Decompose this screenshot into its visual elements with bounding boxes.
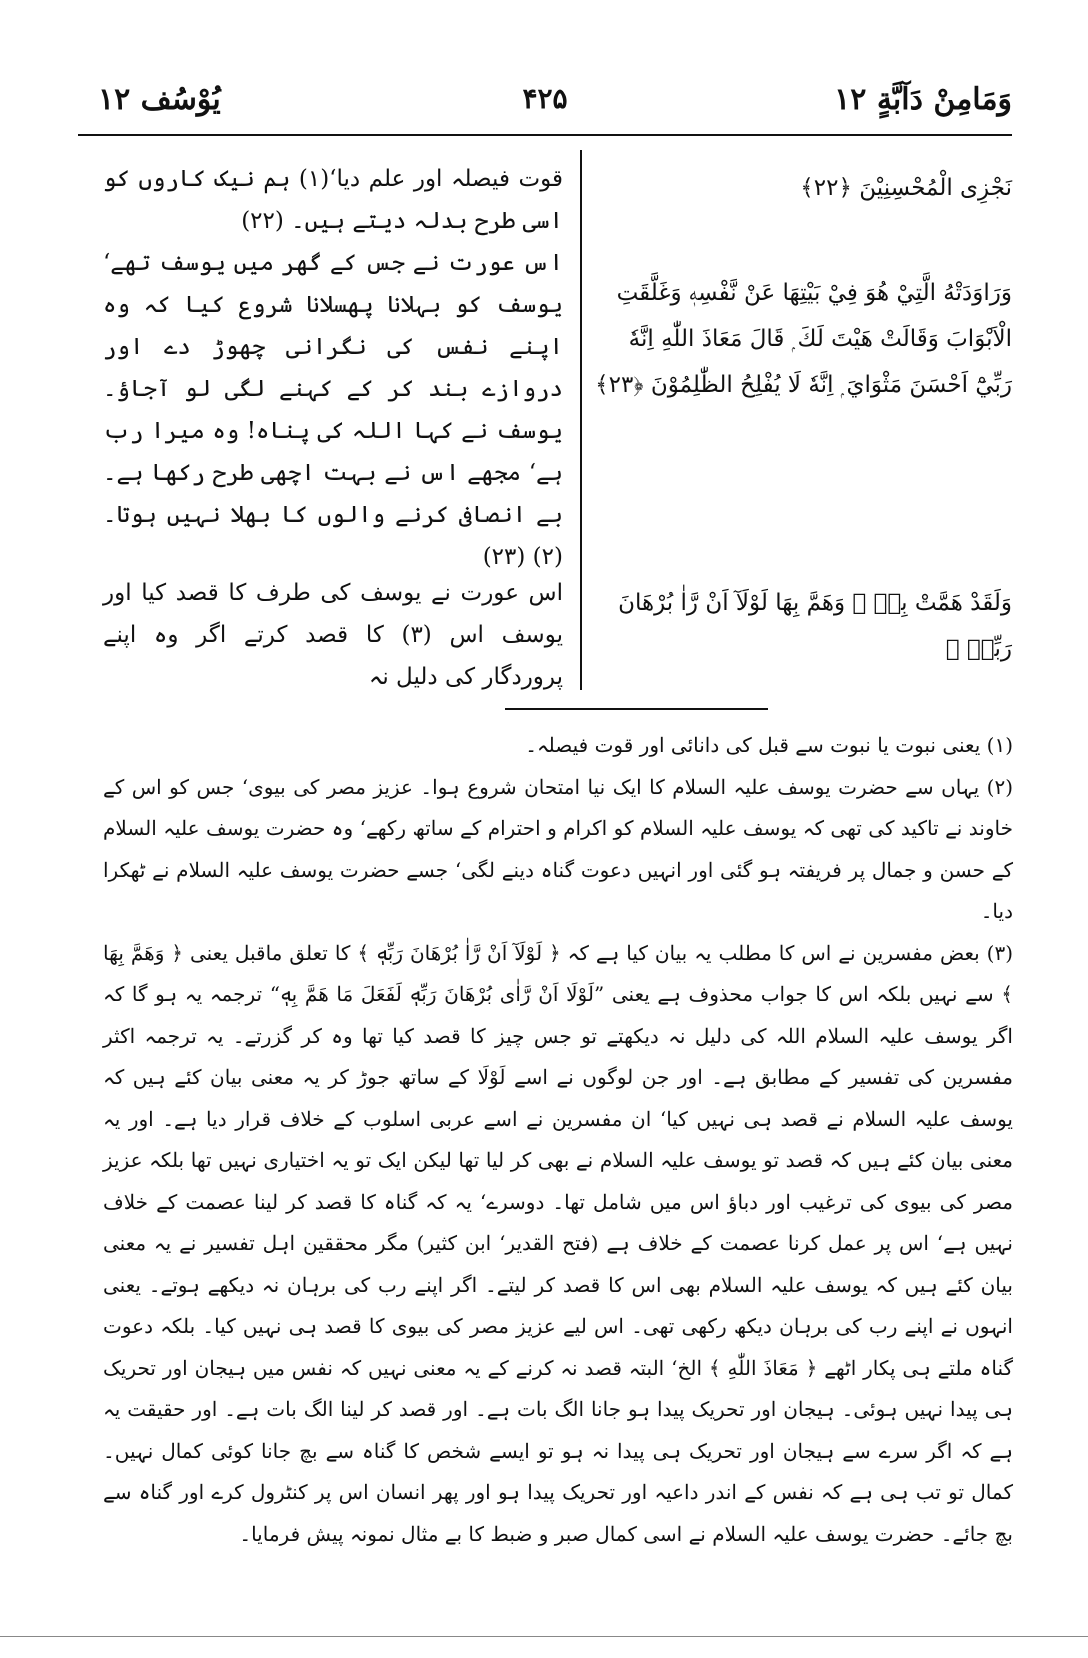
translation-verse-24: اس عورت نے یوسف کی طرف کا قصد کیا اور یوسف اس (٣) کا قصد کرتے اگر وہ اپنے پروردگار کی دلیل نہ [103, 580, 563, 690]
footnote-2: (٢) یہاں سے حضرت یوسف علیہ السلام کا ایک نیا امتحان شروع ہوا۔ عزیز مصر کی بیوی‘ جس کو اس کے خاوند نے تاکید کی تھی کہ یوسف علیہ السلام کو اکرام و احترام کے ساتھ رکھے‘ وہ حضرت یوسف علیہ السلام کے حسن و جمال پر فریفتہ ہو گئی اور انہیں دعوت گناہ دینے لگی‘ جسے حضرت یوسف علیہ السلام نے ٹھکرا دیا۔ [103, 774, 1013, 923]
juz-title: وَمَامِنْ دَآبَّةٍ ١٢ [834, 82, 1012, 117]
arabic-verse-22: نَجْزِى الْمُحْسِنِيْنَ ﴿٢٢﴾ [800, 175, 1012, 201]
arabic-verse-23: وَرَاوَدَتْهُ الَّتِيْ هُوَ فِيْ بَيْتِهَا عَنْ نَّفْسِهٖ وَغَلَّقَتِ الْاَبْوَابَ وَقَالَتْ هَيْتَ لَكَ ۭ قَالَ مَعَاذَ اللّٰهِ اِنَّهٗ رَبِّيْٓ اَحْسَنَ مَثْوَايَ ۭ اِنَّهٗ لَا يُفْلِحُ الظّٰلِمُوْنَ ﴿٢٣﴾ [595, 280, 1012, 398]
translation-verse-23: اس عورت نے جس کے گھر میں یوسف تھے‘ یوسف کو بہلانا پھسلانا شروع کیا کہ وہ اپنے نفس کی نگرانی چھوڑ دے اور دروازے بند کر کے کہنے لگی لو آجاؤ۔ یوسف نے کہا اللہ کی پناہ! وہ میرا رب ہے‘ مجھے اس نے بہت اچھی طرح رکھا ہے۔ بے انصافی کرنے والوں کا بھلا نہیں ہوتا۔(٢) (٢٣) [103, 250, 563, 570]
page-number: ۴۲۵ [522, 82, 568, 115]
page-header [78, 70, 1012, 136]
footnote-rule [505, 708, 768, 710]
bottom-rule [0, 1636, 1088, 1637]
footnotes [103, 725, 1013, 1555]
footnote-3: (٣) بعض مفسرین نے اس کا مطلب یہ بیان کیا ہے کہ ﴿ لَوْلَآ اَنْ رَّاٰ بُرْهَانَ رَبِّهٖ ﴾ کا تعلق ماقبل یعنی ﴿ وَهَمَّ بِهَا ﴾ سے نہیں بلکہ اس کا جواب محذوف ہے یعنی ”لَوْلَا اَنْ رَّاٰی بُرْهَانَ رَبِّهٖ لَفَعَلَ مَا هَمَّ بِهٖ“ ترجمہ یہ ہو گا کہ اگر یوسف علیہ السلام اللہ کی دلیل نہ دیکھتے تو جس چیز کا قصد کیا تھا وہ کر گزرتے۔ یہ ترجمہ اکثر مفسرین کی تفسیر کے مطابق ہے۔ اور جن لوگوں نے اسے لَوْلَا کے ساتھ جوڑ کر یہ معنی بیان کئے ہیں کہ یوسف علیہ السلام نے قصد ہی نہیں کیا‘ ان مفسرین نے اسے عربی اسلوب کے خلاف قرار دیا ہے۔ اور یہ معنی بیان کئے ہیں کہ قصد تو یوسف علیہ السلام نے بھی کر لیا تھا لیکن ایک تو یہ اختیاری نہیں تھا بلکہ عزیز مصر کی بیوی کی ترغیب اور دباؤ اس میں شامل تھا۔ دوسرے‘ یہ کہ گناہ کا قصد کر لینا عصمت کے خلاف نہیں ہے‘ اس پر عمل کرنا عصمت کے خلاف ہے (فتح القدیر‘ ابن کثیر) مگر محققین اہل تفسیر نے یہ معنی بیان کئے ہیں کہ یوسف علیہ السلام بھی اس کا قصد کر لیتے۔ اگر اپنے رب کی برہان نہ دیکھے ہوتے۔ یعنی انہوں نے اپنے رب کی برہان دیکھ رکھی تھی۔ اس لیے عزیز مصر کی بیوی کا قصد ہی نہیں کیا۔ بلکہ دعوت گناہ ملتے ہی پکار اٹھے ﴿ مَعَاذَ اللّٰهِ ﴾ الخ‘ البتہ قصد نہ کرنے کے یہ معنی نہیں کہ نفس میں ہیجان اور تحریک ہی پیدا نہیں ہوئی۔ ہیجان اور تحریک پیدا ہو جانا الگ بات ہے۔ اور قصد کر لینا الگ بات ہے۔ اور حقیقت یہ ہے کہ اگر سرے سے ہیجان اور تحریک ہی پیدا نہ ہو تو ایسے شخص کا گناہ سے بچ جانا کوئی کمال نہیں۔ کمال تو تب ہی ہے کہ نفس کے اندر داعیہ اور تحریک پیدا ہو اور پھر انسان اس پر کنٹرول کرے اور گناہ سے بچ جائے۔ حضرت یوسف علیہ السلام نے اسی کمال صبر و ضبط کا بے مثال نمونہ پیش فرمایا۔ [103, 940, 1013, 1546]
translation-verse-22: قوت فیصلہ اور علم دیا‘(١) ہم نیک کاروں کو اسی طرح بدلہ دیتے ہیں۔ (٢٢) [103, 166, 563, 234]
column-divider [580, 150, 582, 690]
footnote-1: (١) یعنی نبوت یا نبوت سے قبل کی دانائی اور قوت فیصلہ۔ [525, 733, 1013, 757]
surah-title: يُوْسُف ١٢ [98, 82, 221, 117]
header-rule [78, 134, 1012, 136]
arabic-verse-24: وَلَقَدْ هَمَّتْ بِهٖ ۚ وَهَمَّ بِهَا لَوْلَآ اَنْ رَّاٰ بُرْهَانَ رَبِّهٖ ۭ [618, 590, 1012, 662]
